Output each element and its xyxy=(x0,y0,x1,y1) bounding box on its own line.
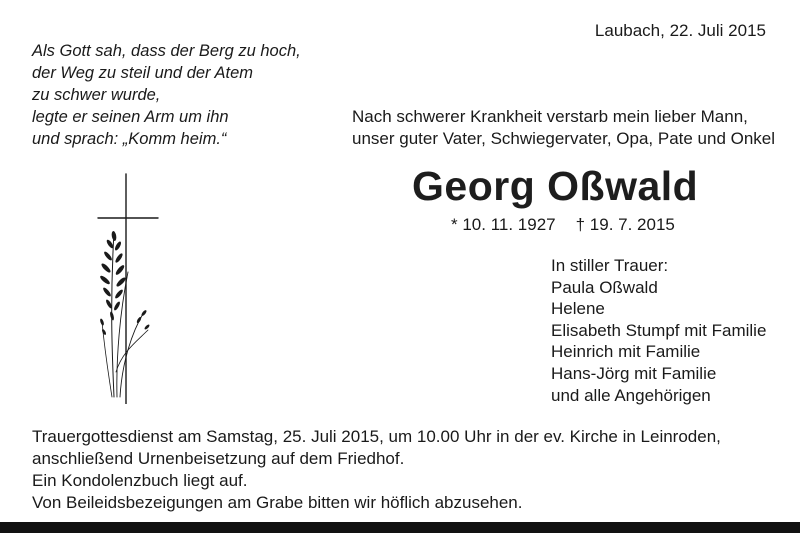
life-dates xyxy=(451,214,675,236)
service-line: Trauergottesdienst am Samstag, 25. Juli 2015, um 10.00 Uhr in der ev. Kirche in Leinroden, xyxy=(32,427,721,446)
poem-line: und sprach: „Komm heim.“ xyxy=(32,130,227,148)
deceased-name: Georg Oßwald xyxy=(412,163,699,209)
poem xyxy=(32,40,301,150)
poem-line: der Weg zu steil und der Atem xyxy=(32,64,254,82)
intro-line: unser guter Vater, Schwiegervater, Opa, Pate und Onkel xyxy=(352,129,776,148)
mourner-name: Heinrich mit Familie xyxy=(551,342,701,362)
poem-line: legte er seinen Arm um ihn xyxy=(32,108,229,126)
mourner-name: Elisabeth Stumpf mit Familie xyxy=(551,320,767,340)
bottom-border xyxy=(0,522,800,533)
poem-line: zu schwer wurde, xyxy=(32,86,161,104)
service-line: anschließend Urnenbeisetzung auf dem Friedhof. xyxy=(32,449,405,468)
mourner-name: Paula Oßwald xyxy=(551,277,658,297)
service-line: Ein Kondolenzbuch liegt auf. xyxy=(32,471,248,490)
cross-with-grass-icon xyxy=(92,172,172,404)
birth-date: * 10. 11. 1927 xyxy=(451,215,556,234)
poem-line: Als Gott sah, dass der Berg zu hoch, xyxy=(32,42,301,60)
service-details xyxy=(32,426,721,514)
place-date: Laubach, 22. Juli 2015 xyxy=(594,21,766,40)
intro-line: Nach schwerer Krankheit verstarb mein lieber Mann, xyxy=(352,107,748,126)
death-date: † 19. 7. 2015 xyxy=(575,215,675,234)
intro-text xyxy=(352,106,775,150)
mourners-list xyxy=(551,255,766,406)
mourners-heading: In stiller Trauer: xyxy=(551,256,669,275)
mourner-name: und alle Angehörigen xyxy=(551,385,711,405)
mourner-name: Hans-Jörg mit Familie xyxy=(551,363,717,383)
service-line: Von Beileidsbezeigungen am Grabe bitten wir höflich abzusehen. xyxy=(32,493,523,512)
mourner-name: Helene xyxy=(551,299,605,319)
